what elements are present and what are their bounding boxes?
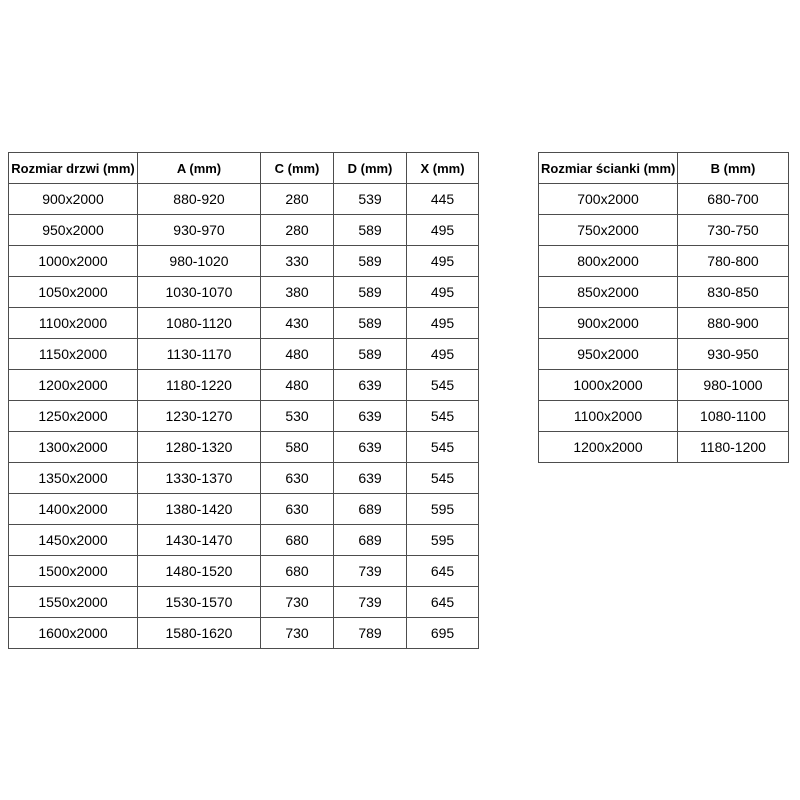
table-row	[9, 494, 479, 525]
table-cell: 645	[407, 556, 479, 587]
table-row	[539, 184, 789, 215]
table-row	[9, 401, 479, 432]
column-header: Rozmiar ścianki (mm)	[539, 153, 678, 184]
wall-panel-sizes-table	[538, 152, 789, 463]
table-cell: 1430-1470	[138, 525, 261, 556]
table-cell: 1180-1220	[138, 370, 261, 401]
table-row	[9, 618, 479, 649]
door-sizes-table-body	[9, 184, 479, 649]
table-cell: 330	[261, 246, 334, 277]
table-row	[9, 587, 479, 618]
table-cell: 1450x2000	[9, 525, 138, 556]
column-header: A (mm)	[138, 153, 261, 184]
table-cell: 880-920	[138, 184, 261, 215]
wall-panel-sizes-table-header	[539, 153, 789, 184]
table-cell: 980-1000	[678, 370, 789, 401]
header-row	[539, 153, 789, 184]
table-row	[9, 339, 479, 370]
table-cell: 380	[261, 277, 334, 308]
table-cell: 589	[334, 215, 407, 246]
table-cell: 1400x2000	[9, 494, 138, 525]
table-cell: 1080-1120	[138, 308, 261, 339]
table-cell: 680-700	[678, 184, 789, 215]
table-cell: 1130-1170	[138, 339, 261, 370]
table-row	[539, 339, 789, 370]
table-cell: 545	[407, 401, 479, 432]
table-cell: 950x2000	[539, 339, 678, 370]
table-cell: 689	[334, 525, 407, 556]
table-cell: 539	[334, 184, 407, 215]
table-cell: 1080-1100	[678, 401, 789, 432]
table-cell: 639	[334, 432, 407, 463]
table-cell: 1580-1620	[138, 618, 261, 649]
table-cell: 645	[407, 587, 479, 618]
table-cell: 739	[334, 556, 407, 587]
wall-panel-sizes-table-body	[539, 184, 789, 463]
table-cell: 495	[407, 215, 479, 246]
table-row	[9, 215, 479, 246]
header-row	[9, 153, 479, 184]
table-cell: 880-900	[678, 308, 789, 339]
table-cell: 1530-1570	[138, 587, 261, 618]
table-cell: 900x2000	[9, 184, 138, 215]
table-cell: 1500x2000	[9, 556, 138, 587]
column-header: X (mm)	[407, 153, 479, 184]
table-row	[9, 184, 479, 215]
door-sizes-table	[8, 152, 479, 649]
table-cell: 595	[407, 494, 479, 525]
table-cell: 1200x2000	[539, 432, 678, 463]
table-cell: 750x2000	[539, 215, 678, 246]
table-cell: 730-750	[678, 215, 789, 246]
table-cell: 730	[261, 587, 334, 618]
column-header: Rozmiar drzwi (mm)	[9, 153, 138, 184]
table-cell: 639	[334, 463, 407, 494]
table-cell: 430	[261, 308, 334, 339]
table-cell: 900x2000	[539, 308, 678, 339]
table-cell: 1230-1270	[138, 401, 261, 432]
table-cell: 695	[407, 618, 479, 649]
table-cell: 1300x2000	[9, 432, 138, 463]
table-cell: 589	[334, 246, 407, 277]
table-row	[9, 277, 479, 308]
table-cell: 639	[334, 401, 407, 432]
door-sizes-table-header	[9, 153, 479, 184]
table-cell: 530	[261, 401, 334, 432]
table-cell: 739	[334, 587, 407, 618]
table-row	[9, 525, 479, 556]
table-row	[539, 215, 789, 246]
table-cell: 1150x2000	[9, 339, 138, 370]
table-cell: 1030-1070	[138, 277, 261, 308]
table-cell: 639	[334, 370, 407, 401]
table-cell: 1180-1200	[678, 432, 789, 463]
table-row	[9, 246, 479, 277]
table-cell: 780-800	[678, 246, 789, 277]
table-cell: 1000x2000	[9, 246, 138, 277]
table-cell: 545	[407, 432, 479, 463]
table-cell: 280	[261, 215, 334, 246]
table-cell: 689	[334, 494, 407, 525]
table-cell: 1380-1420	[138, 494, 261, 525]
table-cell: 1050x2000	[9, 277, 138, 308]
table-cell: 1350x2000	[9, 463, 138, 494]
table-cell: 495	[407, 277, 479, 308]
table-cell: 800x2000	[539, 246, 678, 277]
table-cell: 730	[261, 618, 334, 649]
table-cell: 495	[407, 339, 479, 370]
table-cell: 950x2000	[9, 215, 138, 246]
table-cell: 595	[407, 525, 479, 556]
table-row	[9, 370, 479, 401]
table-cell: 630	[261, 494, 334, 525]
table-cell: 980-1020	[138, 246, 261, 277]
table-cell: 680	[261, 525, 334, 556]
table-cell: 700x2000	[539, 184, 678, 215]
table-cell: 480	[261, 370, 334, 401]
column-header: C (mm)	[261, 153, 334, 184]
table-cell: 850x2000	[539, 277, 678, 308]
table-cell: 1100x2000	[9, 308, 138, 339]
column-header: B (mm)	[678, 153, 789, 184]
table-row	[9, 463, 479, 494]
table-cell: 1250x2000	[9, 401, 138, 432]
table-cell: 1000x2000	[539, 370, 678, 401]
table-cell: 280	[261, 184, 334, 215]
table-cell: 580	[261, 432, 334, 463]
table-row	[9, 308, 479, 339]
table-cell: 1280-1320	[138, 432, 261, 463]
table-cell: 495	[407, 308, 479, 339]
table-row	[539, 308, 789, 339]
table-cell: 789	[334, 618, 407, 649]
table-cell: 589	[334, 308, 407, 339]
table-cell: 480	[261, 339, 334, 370]
table-cell: 1480-1520	[138, 556, 261, 587]
table-cell: 1200x2000	[9, 370, 138, 401]
table-row	[539, 277, 789, 308]
table-row	[9, 556, 479, 587]
table-cell: 1550x2000	[9, 587, 138, 618]
table-row	[539, 246, 789, 277]
table-cell: 630	[261, 463, 334, 494]
table-cell: 445	[407, 184, 479, 215]
table-cell: 589	[334, 339, 407, 370]
table-row	[539, 370, 789, 401]
table-row	[539, 401, 789, 432]
table-cell: 589	[334, 277, 407, 308]
table-row	[539, 432, 789, 463]
table-cell: 1600x2000	[9, 618, 138, 649]
table-cell: 680	[261, 556, 334, 587]
table-cell: 495	[407, 246, 479, 277]
table-cell: 1330-1370	[138, 463, 261, 494]
table-cell: 830-850	[678, 277, 789, 308]
column-header: D (mm)	[334, 153, 407, 184]
table-cell: 930-970	[138, 215, 261, 246]
table-cell: 930-950	[678, 339, 789, 370]
table-cell: 545	[407, 463, 479, 494]
table-cell: 545	[407, 370, 479, 401]
table-row	[9, 432, 479, 463]
table-cell: 1100x2000	[539, 401, 678, 432]
